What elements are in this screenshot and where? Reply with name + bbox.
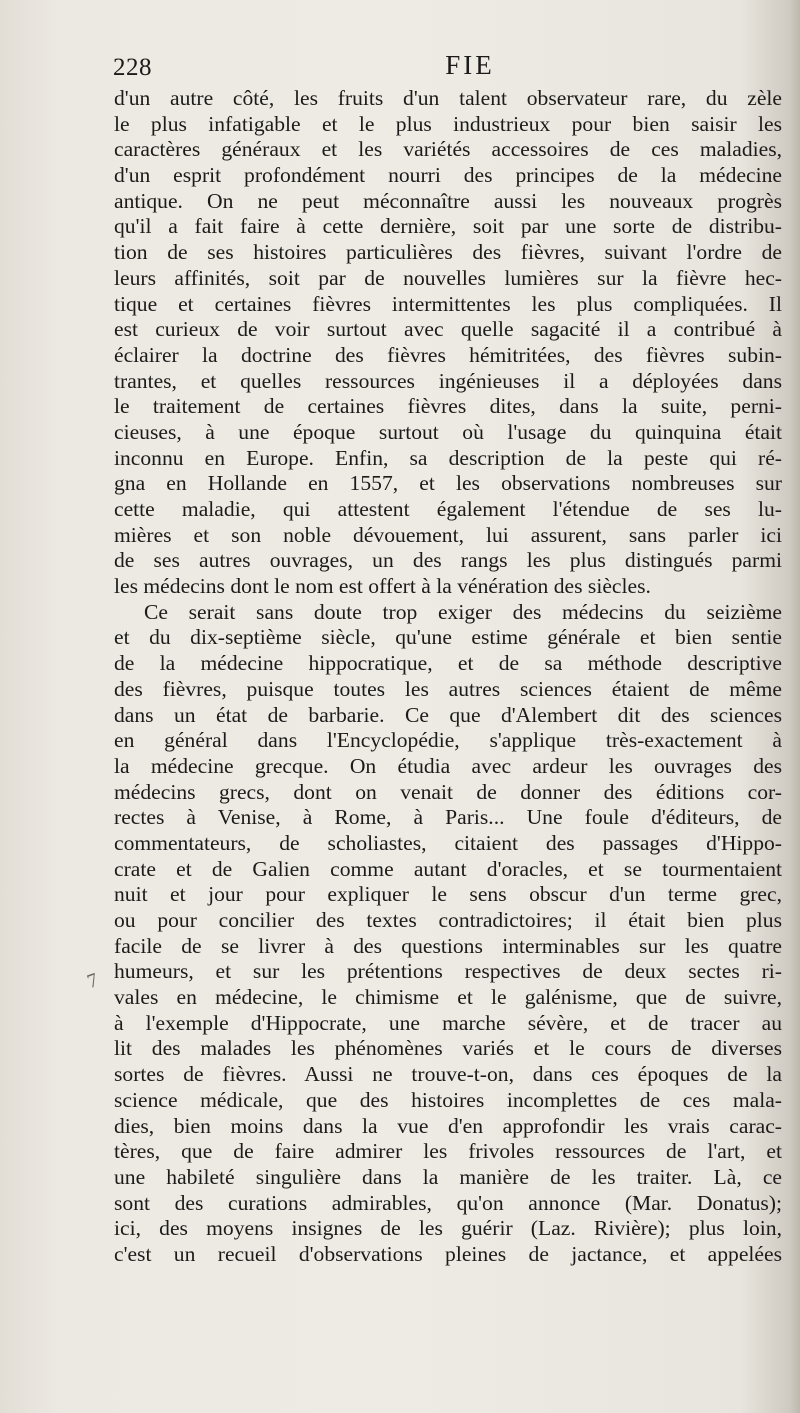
text-line: les médecins dont le nom est offert à la vénération des siècles. bbox=[114, 574, 651, 599]
text-line: nuit et jour pour expliquer le sens obscur d'un terme grec, bbox=[114, 882, 782, 907]
text-line: mières et son noble dévouement, lui assurent, sans parler ici bbox=[114, 522, 782, 547]
text-line: qu'il a fait faire à cette dernière, soit par une sorte de distribu- bbox=[114, 214, 782, 239]
text-line: c'est un recueil d'observations pleines de jactance, et appelées bbox=[114, 1241, 782, 1266]
text-line: rectes à Venise, à Rome, à Paris... Une foule d'éditeurs, de bbox=[114, 805, 782, 830]
text-line: éclairer la doctrine des fièvres hémitritées, des fièvres subin- bbox=[114, 342, 782, 367]
text-line: Ce serait sans doute trop exiger des médecins du seizième bbox=[144, 599, 782, 624]
text-line: tion de ses histoires particulières des fièvres, suivant l'ordre de bbox=[114, 240, 782, 265]
text-line: facile de se livrer à des questions interminables sur les quatre bbox=[114, 933, 782, 958]
page-header bbox=[110, 50, 782, 84]
text-line: ici, des moyens insignes de les guérir (Laz. Rivière); plus loin, bbox=[114, 1216, 782, 1241]
text-line: science médicale, que des histoires incomplettes de ces mala- bbox=[114, 1087, 782, 1112]
text-line: le traitement de certaines fièvres dites, dans la suite, perni- bbox=[114, 394, 782, 419]
text-line: cette maladie, qui attestent également l'étendue de ses lu- bbox=[114, 497, 782, 521]
text-line: caractères généraux et les variétés accessoires de ces maladies, bbox=[114, 137, 782, 162]
text-line: de la médecine hippocratique, et de sa méthode descriptive bbox=[114, 651, 782, 676]
text-line: humeurs, et sur les prétentions respectives de deux sectes ri- bbox=[114, 959, 782, 984]
margin-annotation: 7 bbox=[84, 968, 102, 994]
text-line: des fièvres, puisque toutes les autres sciences étaient de même bbox=[114, 676, 782, 701]
text-line: ou pour concilier des textes contradictoires; il était bien plus bbox=[114, 908, 782, 932]
text-line: une habileté singulière dans la manière de les traiter. Là, ce bbox=[114, 1164, 782, 1189]
text-line: le plus infatigable et le plus industrieux pour bien saisir les bbox=[114, 111, 782, 136]
text-line: et du dix-septième siècle, qu'une estime générale et bien sentie bbox=[114, 625, 782, 650]
text-line: de ses autres ouvrages, un des rangs les plus distingués parmi bbox=[114, 548, 782, 573]
text-line: dans un état de barbarie. Ce que d'Alembert dit des sciences bbox=[114, 702, 782, 727]
text-line: dies, bien moins dans la vue d'en approfondir les vrais carac- bbox=[114, 1113, 782, 1138]
page-number: 228 bbox=[113, 54, 152, 81]
body-text bbox=[114, 86, 782, 1268]
text-line: en général dans l'Encyclopédie, s'applique très-exactement à bbox=[114, 728, 782, 753]
text-line: lit des malades les phénomènes variés et le cours de diverses bbox=[114, 1036, 782, 1061]
text-line: cieuses, à une époque surtout où l'usage du quinquina était bbox=[114, 419, 782, 444]
text-line: trantes, et quelles ressources ingénieuses il a déployées dans bbox=[114, 368, 782, 393]
text-line: à l'exemple d'Hippocrate, une marche sévère, et de tracer au bbox=[114, 1010, 782, 1035]
text-line: la médecine grecque. On étudia avec ardeur les ouvrages des bbox=[114, 753, 782, 778]
text-line: crate et de Galien comme autant d'oracles, et se tourmentaient bbox=[114, 856, 782, 881]
text-line: commentateurs, de scholiastes, citaient des passages d'Hippo- bbox=[114, 830, 782, 855]
text-line: tères, que de faire admirer les frivoles ressources de l'art, et bbox=[114, 1139, 782, 1164]
text-line: d'un autre côté, les fruits d'un talent observateur rare, du zèle bbox=[114, 86, 782, 110]
text-line: médecins grecs, dont on venait de donner des éditions cor- bbox=[114, 779, 782, 804]
text-line: inconnu en Europe. Enfin, sa description de la peste qui ré- bbox=[114, 445, 782, 470]
running-head: FIE bbox=[445, 50, 495, 80]
text-line: sont des curations admirables, qu'on annonce (Mar. Donatus); bbox=[114, 1190, 782, 1215]
text-line: vales en médecine, le chimisme et le galénisme, que de suivre, bbox=[114, 985, 782, 1010]
text-line: sortes de fièvres. Aussi ne trouve-t-on, dans ces époques de la bbox=[114, 1062, 782, 1087]
text-line: leurs affinités, soit par de nouvelles lumières sur la fièvre hec- bbox=[114, 265, 782, 290]
text-line: antique. On ne peut méconnaître aussi les nouveaux progrès bbox=[114, 188, 782, 213]
text-line: est curieux de voir surtout avec quelle sagacité il a contribué à bbox=[114, 317, 782, 342]
text-line: d'un esprit profondément nourri des principes de la médecine bbox=[114, 163, 782, 188]
text-line: gna en Hollande en 1557, et les observations nombreuses sur bbox=[114, 471, 782, 496]
text-line: tique et certaines fièvres intermittentes les plus compliquées. Il bbox=[114, 291, 782, 316]
